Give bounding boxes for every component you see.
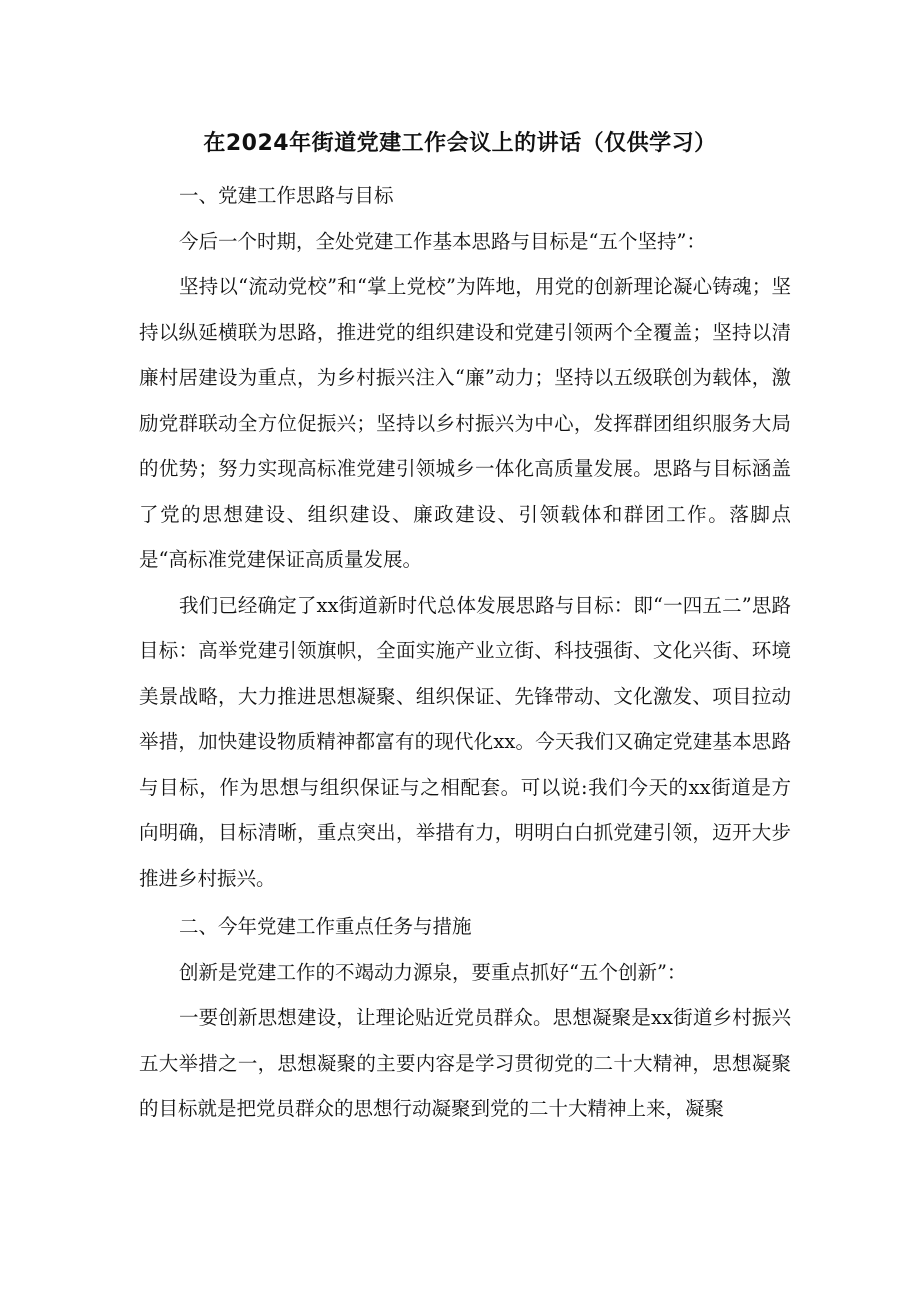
paragraph: 坚持以“流动党校”和“掌上党校”为阵地，用党的创新理论凝心铸魂；坚持以纵延横联为思路，推进党的组织建设和党建引领两个全覆盖；坚持以清廉村居建设为重点，为乡村振兴注入“廉”动力；坚持以五级联创为载体，激励党群联动全方位促振兴；坚持以乡村振兴为中心，发挥群团组织服务大局的优势；努力实现高标准党建引领城乡一体化高质量发展。思路与目标涵盖了党的思想建设、组织建设、廉政建设、引领载体和群团工作。落脚点是“高标准党建保证高质量发展。 [139,275,791,571]
paragraph: 创新是党建工作的不竭动力源泉，要重点抓好“五个创新”： [178,960,687,984]
document-body [139,173,791,1132]
paragraph: 今后一个时期，全处党建工作基本思路与目标是“五个坚持”： [178,229,706,253]
section-heading-2: 二、今年党建工作重点任务与措施 [178,915,472,938]
paragraph: 我们已经确定了xx街道新时代总体发展思路与目标：即“一四五二”思路目标：高举党建引领旗帜，全面实施产业立街、科技强街、文化兴街、环境美景战略，大力推进思想凝聚、组织保证、先锋带动、文化激发、项目拉动举措，加快建设物质精神都富有的现代化xx。今天我们又确定党建基本思路与目标，作为思想与组织保证与之相配套。可以说:我们今天的xx街道是方向明确，目标清晰，重点突出，举措有力，明明白白抓党建引领，迈开大步推进乡村振兴。 [139,593,791,890]
section-heading-1: 一、党建工作思路与目标 [178,184,394,207]
document-title: 在2024年街道党建工作会议上的讲话（仅供学习） [203,131,717,156]
paragraph: 一要创新思想建设，让理论贴近党员群众。思想凝聚是xx街道乡村振兴五大举措之一，思想凝聚的主要内容是学习贯彻党的二十大精神，思想凝聚的目标就是把党员群众的思想行动凝聚到党的二十大精神上来，凝聚 [139,1006,791,1120]
